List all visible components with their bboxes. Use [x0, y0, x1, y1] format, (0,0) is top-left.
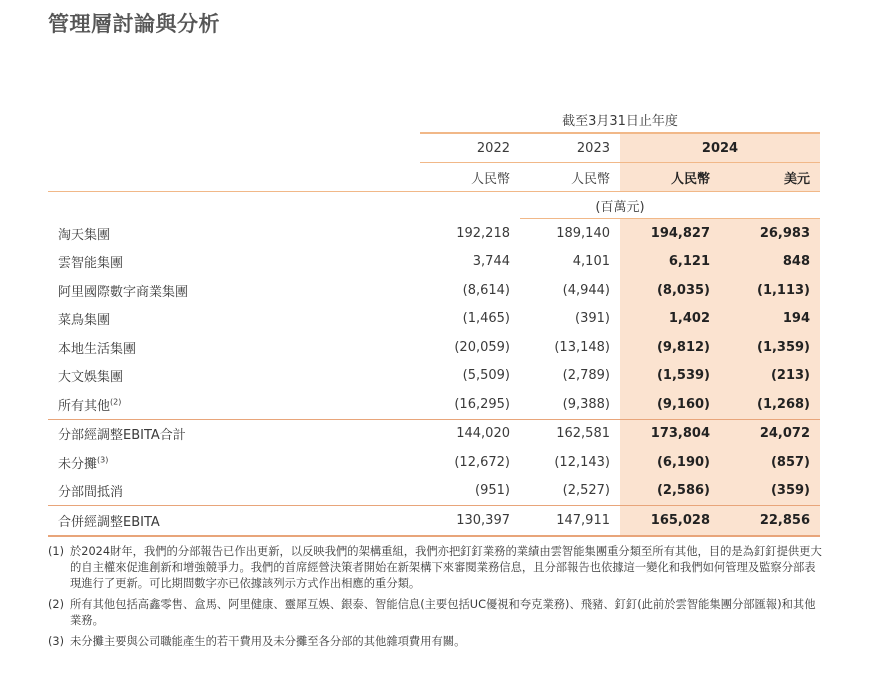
value-2024-rmb: 173,804 [620, 419, 720, 448]
value-2024-rmb: (9,160) [620, 390, 720, 419]
value-2024-usd: 194 [720, 305, 820, 334]
value-2024-rmb: 194,827 [620, 219, 720, 248]
value-2024-usd: 24,072 [720, 419, 820, 448]
row-label-text: 合併經調整EBITA [58, 514, 160, 530]
year-2023-header: 2023 [520, 133, 620, 163]
row-label [48, 477, 420, 506]
table-row [48, 248, 820, 277]
table-row [48, 219, 820, 248]
table-row [48, 362, 820, 391]
value-2024-usd: (1,359) [720, 333, 820, 362]
row-label [48, 219, 420, 248]
row-label [48, 390, 420, 419]
footnote [48, 544, 823, 592]
value-2023: (12,143) [554, 454, 610, 470]
value-2024-usd: 848 [720, 248, 820, 277]
value-2024-rmb: (1,539) [620, 362, 720, 391]
currency-2023: 人民幣 [520, 163, 620, 192]
row-label-text: 未分攤 [58, 456, 98, 472]
row-label [48, 276, 420, 305]
footnotes [48, 544, 823, 655]
value-2022: (12,672) [454, 454, 510, 470]
row-label [48, 305, 420, 334]
row-label-text: 阿里國際數字商業集團 [58, 284, 189, 300]
value-2023: (2,527) [562, 483, 610, 499]
row-label-text: 雲智能集團 [58, 256, 124, 272]
value-2023: 4,101 [572, 254, 610, 270]
value-2024-rmb: (6,190) [620, 448, 720, 477]
row-label-text: 分部經調整EBITA合計 [58, 428, 186, 444]
footnote [48, 597, 823, 629]
value-2024-rmb: 165,028 [620, 506, 720, 536]
row-label [48, 506, 420, 536]
value-2024-usd: 26,983 [720, 219, 820, 248]
footnote-number: (3) [48, 635, 65, 648]
value-2023: 147,911 [520, 506, 620, 536]
table-row [48, 390, 820, 419]
row-label-text: 所有其他 [58, 398, 111, 414]
value-2023: 189,140 [556, 225, 610, 241]
value-2022: 130,397 [420, 506, 520, 536]
table-row [48, 477, 820, 506]
row-label-text: 本地生活集團 [58, 341, 137, 357]
table-row [48, 448, 820, 477]
footnote-text: 所有其他包括高鑫零售、盒馬、阿里健康、靈犀互娛、銀泰、智能信息(主要包括UC優視和夸克業務)、飛豬、釘釘(此前於雲智能集團分部匯報)和其他業務。 [70, 598, 816, 627]
footnote-text: 未分攤主要與公司職能產生的若干費用及未分攤至各分部的其他雜項費用有關。 [70, 635, 466, 648]
value-2022: 3,744 [472, 254, 510, 270]
table-row [48, 419, 820, 448]
row-label [48, 333, 420, 362]
year-2022-header: 2022 [420, 133, 520, 163]
row-label [48, 419, 420, 448]
currency-2022: 人民幣 [420, 163, 520, 192]
row-label [48, 248, 420, 277]
row-label-text: 淘天集團 [58, 227, 111, 243]
footnote [48, 634, 823, 650]
page-title: 管理層討論與分析 [48, 12, 220, 36]
value-2022: (8,614) [462, 282, 510, 298]
value-2022: 192,218 [456, 225, 510, 241]
currency-2024-rmb: 人民幣 [620, 163, 720, 192]
value-2023: 162,581 [520, 419, 620, 448]
value-2024-rmb: (2,586) [620, 477, 720, 506]
footnote-ref: (2) [110, 397, 122, 407]
table-row [48, 305, 820, 334]
footnote-text: 於2024財年，我們的分部報告已作出更新，以反映我們的架構重組，我們亦把釘釘業務的業績由雲智能集團重分類至所有其他，目的是為釘釘提供更大的自主權來促進創新和增強競爭力。我們的首席經營決策者開始在新架構下來審閱業務信息，且分部報告也依據這一變化和我們如何管理及監察分部表現進行了更新。可比期間數字亦已依據該列示方式作出相應的重分類。 [70, 545, 822, 590]
footnote-number: (1) [48, 545, 65, 558]
value-2023: (4,944) [562, 282, 610, 298]
value-2024-usd: (1,268) [720, 390, 820, 419]
footnote-ref: (3) [97, 455, 109, 465]
value-2023: (9,388) [562, 396, 610, 412]
value-2024-usd: (213) [720, 362, 820, 391]
value-2024-rmb: 1,402 [620, 305, 720, 334]
row-label [48, 448, 420, 477]
unit-label: (百萬元) [520, 192, 720, 219]
value-2024-rmb: (9,812) [620, 333, 720, 362]
value-2022: (951) [475, 483, 510, 499]
footnote-number: (2) [48, 598, 65, 611]
value-2022: (5,509) [462, 368, 510, 384]
value-2024-usd: (359) [720, 477, 820, 506]
currency-2024-usd: 美元 [720, 163, 820, 192]
row-label-text: 菜鳥集團 [58, 313, 111, 329]
segment-ebita-table [48, 106, 820, 537]
value-2023: (13,148) [554, 339, 610, 355]
value-2022: (16,295) [454, 396, 510, 412]
table-row [48, 276, 820, 305]
year-2024-header: 2024 [620, 133, 820, 163]
row-label [48, 362, 420, 391]
value-2023: (391) [575, 311, 610, 327]
value-2023: (2,789) [562, 368, 610, 384]
value-2024-usd: (1,113) [720, 276, 820, 305]
value-2022: (1,465) [462, 311, 510, 327]
row-label-text: 大文娛集團 [58, 370, 124, 386]
value-2022: (20,059) [454, 339, 510, 355]
value-2024-rmb: 6,121 [620, 248, 720, 277]
value-2024-usd: (857) [720, 448, 820, 477]
period-label: 截至3月31日止年度 [562, 113, 678, 129]
value-2024-usd: 22,856 [720, 506, 820, 536]
table-row [48, 506, 820, 536]
row-label-text: 分部間抵消 [58, 485, 124, 501]
value-2024-rmb: (8,035) [620, 276, 720, 305]
table-row [48, 333, 820, 362]
value-2022: 144,020 [420, 419, 520, 448]
